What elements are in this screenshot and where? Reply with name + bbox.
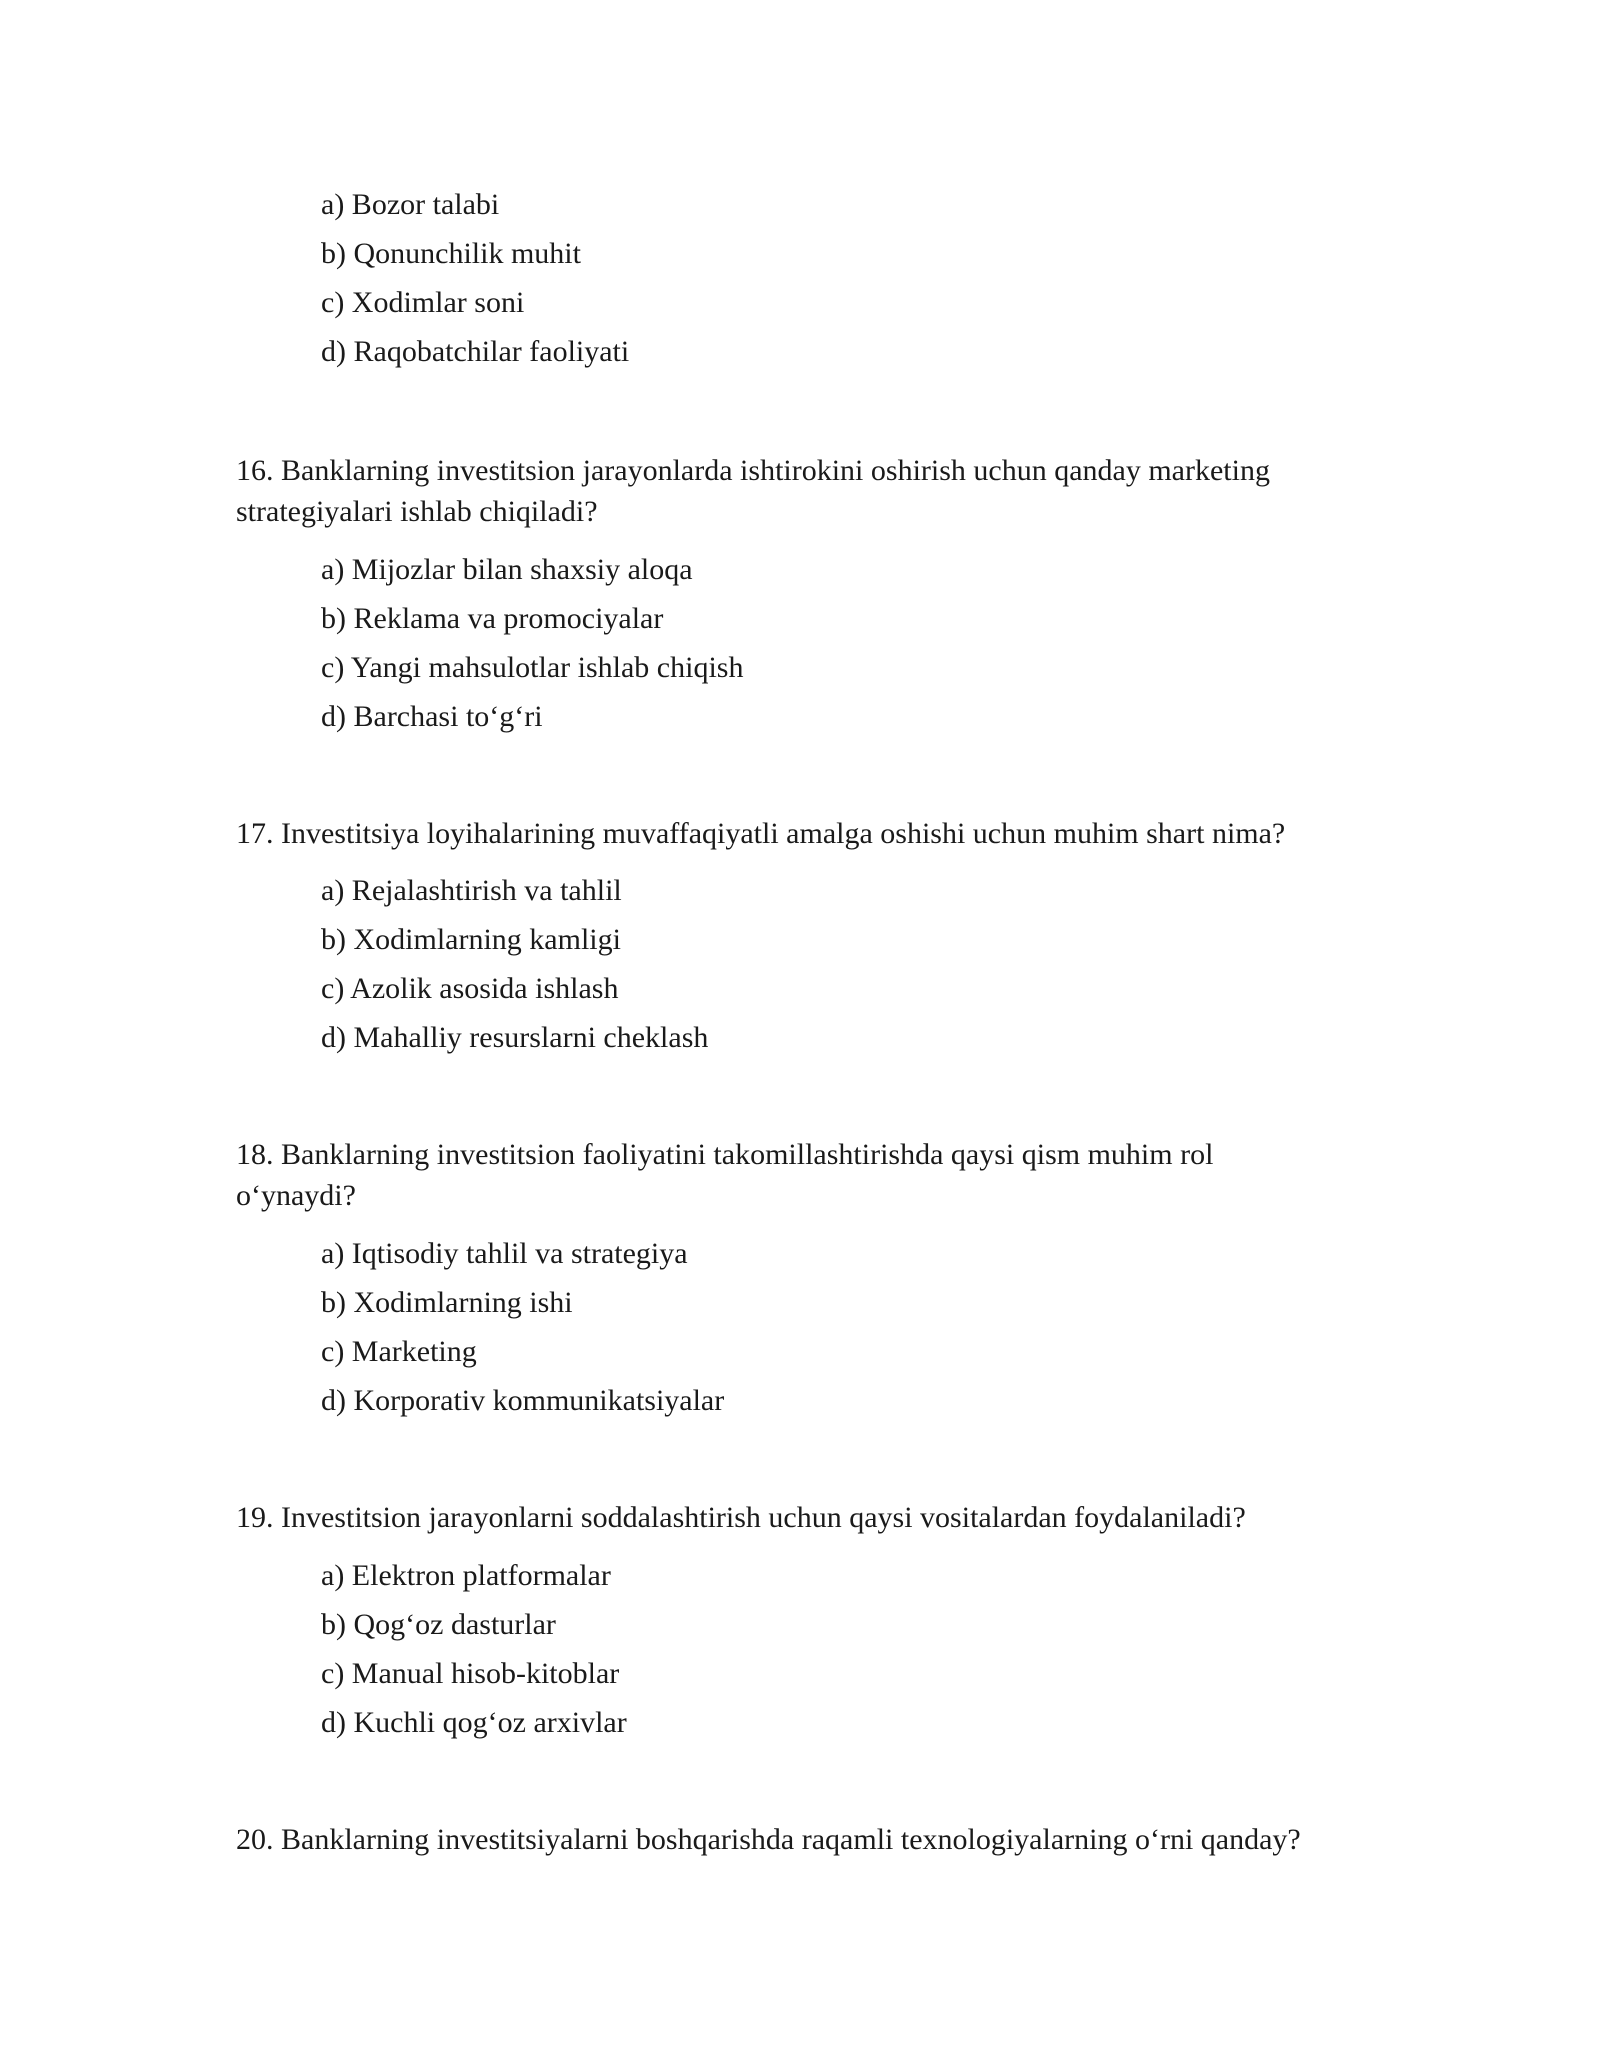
question-17-line-1: 17. Investitsiya loyihalarining muvaffaqiyatli amalga oshishi uchun muhim shart nima?	[236, 817, 1286, 850]
option-19-a: a) Elektron platformalar	[321, 1559, 611, 1592]
option-18-d: d) Korporativ kommunikatsiyalar	[321, 1384, 725, 1417]
question-18-line-1: 18. Banklarning investitsion faoliyatini takomillashtirishda qaysi qism muhim rol	[236, 1138, 1214, 1171]
option-17-b: b) Xodimlarning kamligi	[321, 923, 621, 956]
option-15-b: b) Qonunchilik muhit	[321, 237, 581, 270]
option-19-d: d) Kuchli qog‘oz arxivlar	[321, 1706, 627, 1739]
option-15-c: c) Xodimlar soni	[321, 286, 525, 319]
option-18-c: c) Marketing	[321, 1335, 477, 1368]
option-19-c: c) Manual hisob-kitoblar	[321, 1657, 620, 1690]
question-16-line-2: strategiyalari ishlab chiqiladi?	[236, 495, 598, 528]
option-16-d: d) Barchasi to‘g‘ri	[321, 700, 543, 733]
option-18-b: b) Xodimlarning ishi	[321, 1286, 573, 1319]
option-19-b: b) Qog‘oz dasturlar	[321, 1608, 556, 1641]
option-16-c: c) Yangi mahsulotlar ishlab chiqish	[321, 651, 744, 684]
question-20-line-1: 20. Banklarning investitsiyalarni boshqarishda raqamli texnologiyalarning o‘rni qanday?	[236, 1823, 1301, 1856]
option-18-a: a) Iqtisodiy tahlil va strategiya	[321, 1237, 688, 1270]
option-17-c: c) Azolik asosida ishlash	[321, 972, 619, 1005]
option-17-a: a) Rejalashtirish va tahlil	[321, 874, 622, 907]
option-15-a: a) Bozor talabi	[321, 188, 500, 221]
option-17-d: d) Mahalliy resurslarni cheklash	[321, 1021, 709, 1054]
option-16-b: b) Reklama va promociyalar	[321, 602, 664, 635]
question-18-line-2: o‘ynaydi?	[236, 1179, 356, 1212]
option-15-d: d) Raqobatchilar faoliyati	[321, 335, 630, 368]
question-16-line-1: 16. Banklarning investitsion jarayonlarda ishtirokini oshirish uchun qanday marketing	[236, 454, 1270, 487]
option-16-a: a) Mijozlar bilan shaxsiy aloqa	[321, 553, 693, 586]
question-19-line-1: 19. Investitsion jarayonlarni soddalashtirish uchun qaysi vositalardan foydalaniladi?	[236, 1501, 1246, 1534]
